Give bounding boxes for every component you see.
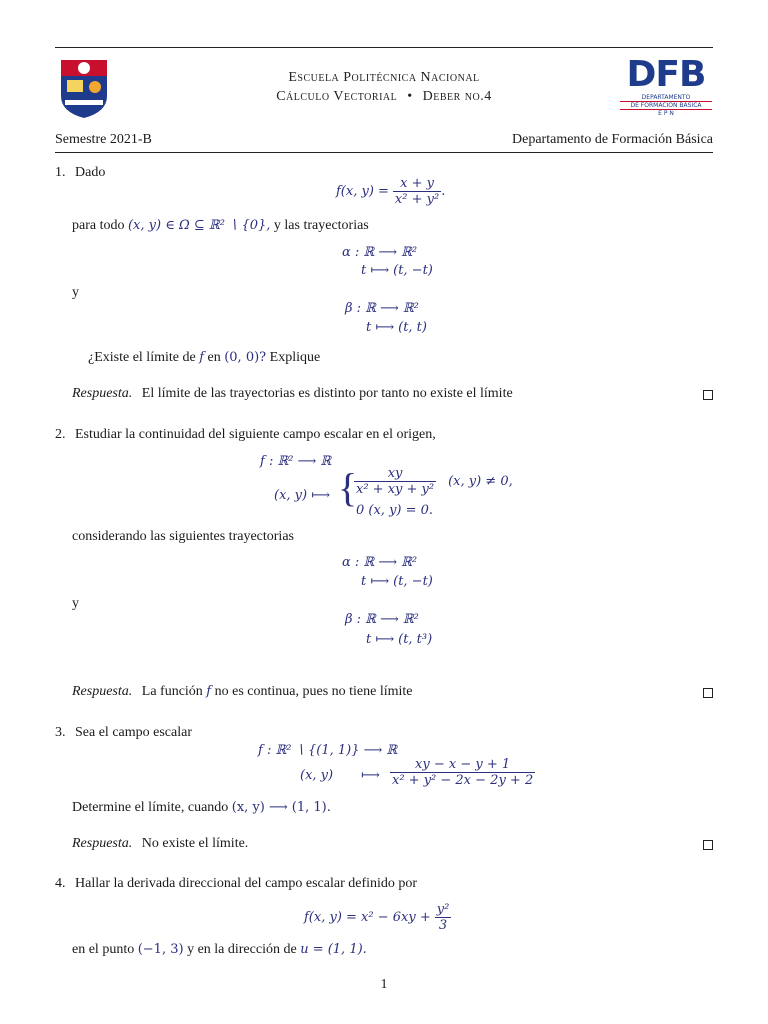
text: en <box>207 350 221 365</box>
math-point: (0, 0)? <box>224 350 267 365</box>
answer-text: La función <box>141 684 203 699</box>
problem-2-map-line2: (x, y) ⟼ <box>274 488 330 503</box>
course-name: Cálculo Vectorial <box>276 89 398 104</box>
problem-2-answer <box>72 684 413 700</box>
dfb-logo <box>620 56 712 118</box>
text: y en la dirección de <box>187 942 297 957</box>
answer-label: Respuesta. <box>72 836 133 851</box>
conjunction-y: y <box>72 596 79 611</box>
text: Determine el límite, cuando <box>72 800 229 815</box>
bullet-separator: • <box>407 89 413 104</box>
problem-number: 1. <box>55 165 66 180</box>
problem-3-map-line2-domain: (x, y) <box>300 768 334 783</box>
text: Explique <box>269 350 321 365</box>
answer-label: Respuesta. <box>72 386 133 401</box>
problem-number: 4. <box>55 876 66 891</box>
answer-text: no es continua, pues no tiene límite <box>214 684 413 699</box>
problem-1-intro <box>55 165 105 181</box>
header-bottom-rule <box>55 152 713 153</box>
header-title: Escuela Politécnica Nacional <box>288 70 480 85</box>
fraction-numerator: xy − x − y + 1 <box>390 757 535 773</box>
problem-2-intro <box>55 427 436 443</box>
alpha-mapping-line1: α : ℝ ⟶ ℝ² <box>342 245 418 260</box>
math-f: f <box>206 684 212 699</box>
math-expression: (x, y) ⟶ (1, 1). <box>231 800 331 815</box>
qed-square <box>703 840 713 850</box>
answer-text: El límite de las trayectorias es distinto por tanto no existe el límite <box>141 386 513 401</box>
problem-3-map-arrow: ⟼ <box>361 768 380 783</box>
piecewise-case-1 <box>354 466 513 497</box>
problem-text: Sea el campo escalar <box>75 725 192 740</box>
homework-name: Deber no.4 <box>422 89 492 104</box>
dfb-logo-sub3: E P N <box>658 110 674 117</box>
header-top-rule <box>55 47 713 48</box>
epn-shield-logo <box>55 56 113 120</box>
problem-3-fraction <box>390 757 535 788</box>
problem-text: Hallar la derivada direccional del campo escalar definido por <box>75 876 418 891</box>
department-label: Departamento de Formación Básica <box>512 132 713 147</box>
fraction <box>390 757 535 788</box>
text: para todo <box>72 218 125 233</box>
problem-4-function <box>304 902 451 933</box>
beta-mapping-line2: t ⟼ (t, t) <box>366 320 427 335</box>
problem-2-map-line1: f : ℝ² ⟶ ℝ <box>260 454 332 469</box>
dfb-logo-sub1: DEPARTAMENTO <box>641 94 691 101</box>
problem-number: 3. <box>55 725 66 740</box>
fraction-denominator: x² + y² <box>394 192 440 207</box>
page-number: 1 <box>380 977 388 992</box>
qed-square <box>703 688 713 698</box>
problem-1-question <box>88 350 320 366</box>
alpha-mapping-line1: α : ℝ ⟶ ℝ² <box>342 555 418 570</box>
math-f: f <box>199 350 204 365</box>
problem-text: Estudiar la continuidad del siguiente campo escalar en el origen, <box>75 427 436 442</box>
problem-text: Dado <box>75 165 106 180</box>
piecewise-case-2: 0 (x, y) = 0. <box>356 503 434 518</box>
dfb-logo-letters: DFB <box>626 54 706 95</box>
math-point: (−1, 3) <box>137 942 184 957</box>
problem-1-answer <box>72 386 513 402</box>
problem-3-map-line1: f : ℝ² ∖ {(1, 1)} ⟶ ℝ <box>258 743 398 758</box>
function-lhs: f(x, y) = <box>336 184 389 200</box>
conjunction-y: y <box>72 285 79 300</box>
beta-mapping-line1: β : ℝ ⟶ ℝ² <box>345 612 419 627</box>
problem-4-intro <box>55 876 417 892</box>
text: y las trayectorias <box>273 218 369 233</box>
piecewise-brace: { <box>338 465 358 510</box>
qed-square <box>703 390 713 400</box>
dfb-logo-sub2: DE FORMACIÓN BÁSICA <box>620 101 712 110</box>
semester-label: Semestre 2021-B <box>55 132 152 147</box>
problem-number: 2. <box>55 427 66 442</box>
answer-label: Respuesta. <box>72 684 133 699</box>
text: ¿Existe el límite de <box>88 350 196 365</box>
problem-4-point <box>72 942 367 958</box>
alpha-mapping-line2: t ⟼ (t, −t) <box>361 574 433 589</box>
problem-3-intro <box>55 725 192 741</box>
problem-1-domain <box>72 218 369 234</box>
case-condition: (x, y) ≠ 0, <box>448 474 513 490</box>
text: en el punto <box>72 942 135 957</box>
fraction-denominator: 3 <box>438 918 448 933</box>
problem-3-answer <box>72 836 248 852</box>
answer-text: No existe el límite. <box>141 836 249 851</box>
alpha-mapping-line2: t ⟼ (t, −t) <box>361 263 433 278</box>
fraction <box>435 902 452 933</box>
function-lhs: f(x, y) = x² − 6xy + <box>304 910 431 926</box>
fraction-numerator: y² <box>436 902 450 917</box>
beta-mapping-line2: t ⟼ (t, t³) <box>366 632 433 647</box>
math-expression: (x, y) ∈ Ω ⊆ ℝ² ∖ {0}, <box>127 218 271 233</box>
fraction-denominator: x² + xy + y² <box>356 482 435 497</box>
fraction-numerator: x + y <box>393 176 441 192</box>
problem-2-middle-text: considerando las siguientes trayectorias <box>72 529 294 544</box>
fraction <box>393 176 441 207</box>
math-direction: u = (1, 1). <box>300 942 367 957</box>
problem-1-function: f(x, y) = $\frac{x + y}{\text{x² + y²}}$ . <box>336 176 446 207</box>
fraction-denominator: x² + y² − 2x − 2y + 2 <box>392 773 534 788</box>
fraction-numerator: xy <box>354 466 436 482</box>
fraction <box>354 466 436 497</box>
problem-3-determine <box>72 800 331 816</box>
beta-mapping-line1: β : ℝ ⟶ ℝ² <box>345 301 419 316</box>
